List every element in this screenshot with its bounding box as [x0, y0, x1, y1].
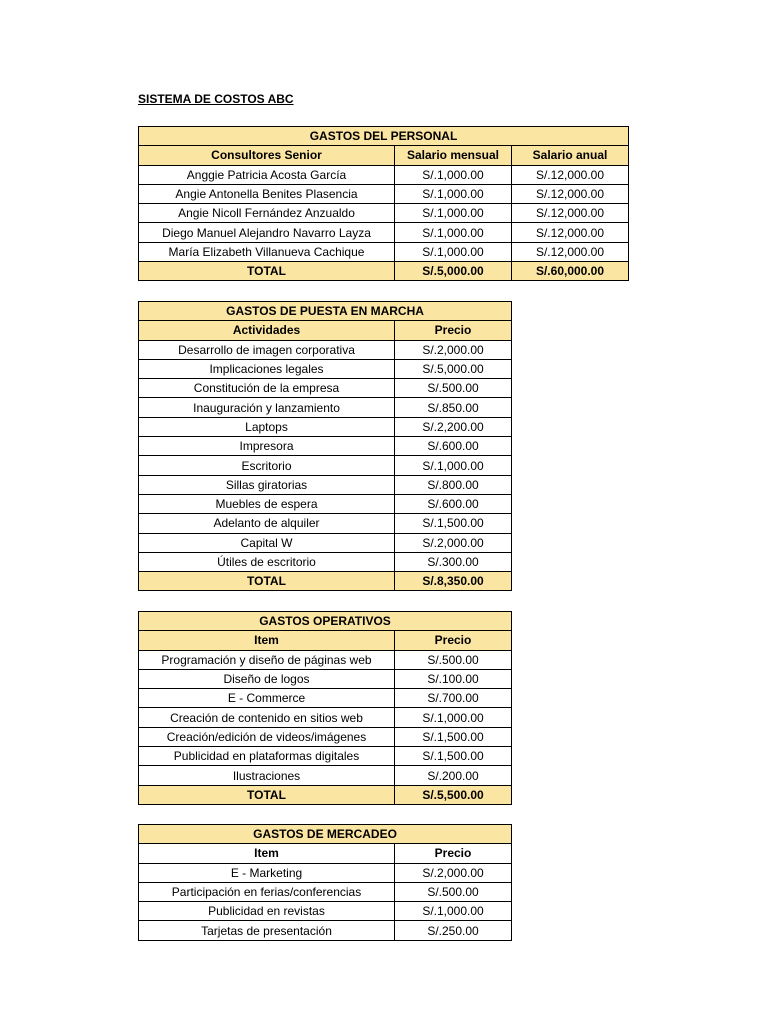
- table-cell: S/.1,000.00: [395, 456, 512, 475]
- table-cell: Creación/edición de videos/imágenes: [139, 727, 395, 746]
- column-header: Consultores Senior: [139, 146, 395, 165]
- table-cell: S/.1,500.00: [395, 727, 512, 746]
- table-row: [139, 921, 512, 940]
- table-row: [139, 340, 512, 359]
- table-cell: Escritorio: [139, 456, 395, 475]
- table-cell: S/.1,000.00: [395, 902, 512, 921]
- document-title: SISTEMA DE COSTOS ABC: [138, 92, 294, 106]
- table-cell: S/.1,500.00: [395, 747, 512, 766]
- table-row: [139, 398, 512, 417]
- table-row: [139, 223, 629, 242]
- table-cell: Inauguración y lanzamiento: [139, 398, 395, 417]
- table-cell: S/.200.00: [395, 766, 512, 785]
- table-title: GASTOS DEL PERSONAL: [139, 127, 629, 146]
- table-row: [139, 747, 512, 766]
- table-row: [139, 417, 512, 436]
- column-header: Precio: [395, 631, 512, 650]
- table-cell: Capital W: [139, 533, 395, 552]
- table-cell: S/.1,000.00: [395, 223, 512, 242]
- table-cell: S/.500.00: [395, 650, 512, 669]
- column-header: Item: [139, 631, 395, 650]
- table-cell: S/.850.00: [395, 398, 512, 417]
- total-label: TOTAL: [139, 785, 395, 804]
- table-row: [139, 689, 512, 708]
- table-cell: S/.100.00: [395, 669, 512, 688]
- personal-expenses-table: [138, 126, 629, 281]
- table-row: [139, 708, 512, 727]
- table-row: [139, 882, 512, 901]
- table-cell: Implicaciones legales: [139, 359, 395, 378]
- table-header-row: [139, 321, 512, 340]
- table-cell: S/.600.00: [395, 494, 512, 513]
- table-row: [139, 669, 512, 688]
- total-value: S/.8,350.00: [395, 572, 512, 591]
- marketing-expenses-table: [138, 824, 512, 941]
- table-row: [139, 514, 512, 533]
- table-row: [139, 204, 629, 223]
- total-row: [139, 572, 512, 591]
- table-cell: S/.600.00: [395, 437, 512, 456]
- column-header: Salario mensual: [395, 146, 512, 165]
- table-cell: S/.1,000.00: [395, 204, 512, 223]
- table-cell: Sillas giratorias: [139, 475, 395, 494]
- table-title-row: [139, 302, 512, 321]
- table-row: [139, 456, 512, 475]
- table-cell: Diseño de logos: [139, 669, 395, 688]
- table-row: [139, 902, 512, 921]
- total-label: TOTAL: [139, 572, 395, 591]
- table-row: [139, 766, 512, 785]
- table-cell: Desarrollo de imagen corporativa: [139, 340, 395, 359]
- table-cell: Participación en ferias/conferencias: [139, 882, 395, 901]
- total-row: [139, 262, 629, 281]
- table-row: [139, 475, 512, 494]
- table-row: [139, 165, 629, 184]
- column-header: Salario anual: [512, 146, 629, 165]
- table-cell: S/.1,000.00: [395, 708, 512, 727]
- table-cell: S/.2,200.00: [395, 417, 512, 436]
- table-title: GASTOS DE MERCADEO: [139, 825, 512, 844]
- table-row: [139, 533, 512, 552]
- table-header-row: [139, 844, 512, 863]
- table-cell: S/.12,000.00: [512, 242, 629, 261]
- table-cell: S/.250.00: [395, 921, 512, 940]
- table-title-row: [139, 825, 512, 844]
- table-cell: S/.1,000.00: [395, 242, 512, 261]
- table-cell: S/.700.00: [395, 689, 512, 708]
- table-cell: Adelanto de alquiler: [139, 514, 395, 533]
- table-header-row: [139, 146, 629, 165]
- table-cell: Laptops: [139, 417, 395, 436]
- table-title: GASTOS DE PUESTA EN MARCHA: [139, 302, 512, 321]
- table-cell: E - Marketing: [139, 863, 395, 882]
- total-row: [139, 785, 512, 804]
- table-row: [139, 242, 629, 261]
- table-cell: Angie Nicoll Fernández Anzualdo: [139, 204, 395, 223]
- table-cell: S/.1,000.00: [395, 165, 512, 184]
- table-row: [139, 727, 512, 746]
- table-title: GASTOS OPERATIVOS: [139, 612, 512, 631]
- total-value: S/.5,500.00: [395, 785, 512, 804]
- table-cell: Impresora: [139, 437, 395, 456]
- table-row: [139, 552, 512, 571]
- table-cell: Ilustraciones: [139, 766, 395, 785]
- column-header: Item: [139, 844, 395, 863]
- table-cell: S/.12,000.00: [512, 223, 629, 242]
- table-cell: S/.1,000.00: [395, 184, 512, 203]
- table-cell: S/.500.00: [395, 882, 512, 901]
- table-cell: María Elizabeth Villanueva Cachique: [139, 242, 395, 261]
- table-cell: S/.800.00: [395, 475, 512, 494]
- table-cell: Útiles de escritorio: [139, 552, 395, 571]
- table-row: [139, 379, 512, 398]
- total-value: S/.5,000.00: [395, 262, 512, 281]
- table-cell: Diego Manuel Alejandro Navarro Layza: [139, 223, 395, 242]
- table-cell: Programación y diseño de páginas web: [139, 650, 395, 669]
- table-cell: Publicidad en revistas: [139, 902, 395, 921]
- table-row: [139, 650, 512, 669]
- table-row: [139, 184, 629, 203]
- table-cell: Constitución de la empresa: [139, 379, 395, 398]
- total-value: S/.60,000.00: [512, 262, 629, 281]
- table-cell: S/.12,000.00: [512, 165, 629, 184]
- column-header: Actividades: [139, 321, 395, 340]
- operating-expenses-table: [138, 611, 512, 805]
- table-cell: S/.2,000.00: [395, 863, 512, 882]
- table-cell: S/.300.00: [395, 552, 512, 571]
- table-cell: Tarjetas de presentación: [139, 921, 395, 940]
- table-title-row: [139, 612, 512, 631]
- table-cell: Publicidad en plataformas digitales: [139, 747, 395, 766]
- table-cell: Creación de contenido en sitios web: [139, 708, 395, 727]
- table-row: [139, 437, 512, 456]
- table-row: [139, 494, 512, 513]
- table-cell: E - Commerce: [139, 689, 395, 708]
- total-label: TOTAL: [139, 262, 395, 281]
- table-cell: S/.5,000.00: [395, 359, 512, 378]
- table-cell: Anggie Patricia Acosta García: [139, 165, 395, 184]
- table-row: [139, 359, 512, 378]
- table-cell: Angie Antonella Benites Plasencia: [139, 184, 395, 203]
- table-cell: S/.1,500.00: [395, 514, 512, 533]
- table-cell: Muebles de espera: [139, 494, 395, 513]
- table-title-row: [139, 127, 629, 146]
- table-cell: S/.12,000.00: [512, 204, 629, 223]
- table-row: [139, 863, 512, 882]
- column-header: Precio: [395, 844, 512, 863]
- table-header-row: [139, 631, 512, 650]
- column-header: Precio: [395, 321, 512, 340]
- table-cell: S/.2,000.00: [395, 340, 512, 359]
- table-cell: S/.2,000.00: [395, 533, 512, 552]
- table-cell: S/.500.00: [395, 379, 512, 398]
- startup-expenses-table: [138, 301, 512, 591]
- table-cell: S/.12,000.00: [512, 184, 629, 203]
